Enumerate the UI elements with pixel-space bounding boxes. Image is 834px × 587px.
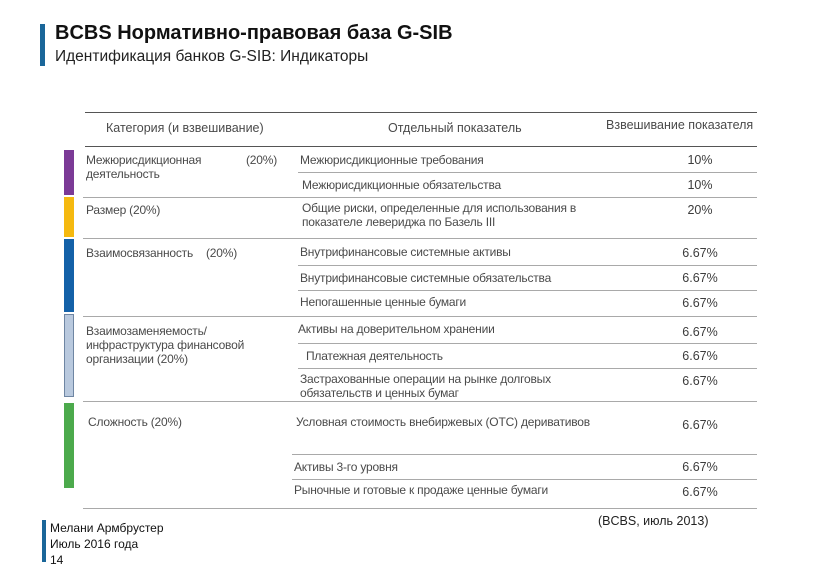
indicator-weight: 20%	[687, 203, 713, 217]
footer-accent-bar	[42, 520, 46, 562]
category-color-bar-interconnectedness	[64, 239, 74, 312]
indicator-weight: 6.67%	[682, 460, 718, 474]
category-weight: (20%)	[246, 153, 278, 167]
indicator-weight: 6.67%	[682, 374, 718, 388]
column-header-indicator: Отдельный показатель	[388, 121, 522, 135]
indicator-label: Застрахованные операции на рынке долговых обязательств и ценных бумаг	[300, 372, 551, 400]
indicator-label: Внутрифинансовые системные активы	[300, 245, 511, 259]
category-label: Межюрисдикционная деятельность	[86, 153, 202, 181]
indicator-weight: 6.67%	[682, 271, 718, 285]
source-citation: (BCBS, июль 2013)	[598, 514, 709, 528]
row-divider	[298, 172, 757, 173]
indicator-label: Непогашенные ценные бумаги	[300, 295, 467, 309]
indicator-label: Внутрифинансовые системные обязательства	[300, 271, 552, 285]
table-top-rule	[85, 112, 757, 113]
category-label: Сложность (20%)	[88, 415, 182, 429]
title-accent-bar	[40, 24, 45, 66]
indicator-label: Межюрисдикционные обязательства	[302, 178, 501, 192]
category-label: Взаимосвязанность	[86, 246, 193, 260]
page-title: BCBS Нормативно-правовая база G-SIB	[55, 22, 453, 44]
indicator-weight: 6.67%	[682, 418, 718, 432]
category-divider	[83, 316, 757, 317]
indicator-label: Активы на доверительном хранении	[298, 322, 495, 336]
category-color-bar-cross-jurisdictional	[64, 150, 74, 195]
indicator-weight: 6.67%	[682, 296, 718, 310]
page-subtitle: Идентификация банков G-SIB: Индикаторы	[55, 48, 369, 65]
footer-author: Мелани Армбрустер	[50, 521, 164, 535]
row-divider	[298, 265, 757, 266]
category-divider	[83, 238, 757, 239]
indicator-label: Активы 3-го уровня	[294, 460, 398, 474]
indicator-label: Платежная деятельность	[306, 349, 443, 363]
category-label: Размер (20%)	[86, 203, 161, 217]
indicator-weight: 6.67%	[682, 325, 718, 339]
indicator-weight: 6.67%	[682, 349, 718, 363]
indicator-label: Межюрисдикционные требования	[300, 153, 484, 167]
row-divider	[292, 479, 757, 480]
indicator-weight: 6.67%	[682, 485, 718, 499]
row-divider	[298, 343, 757, 344]
indicator-weight: 10%	[687, 153, 713, 167]
category-divider	[83, 401, 757, 402]
category-color-bar-complexity	[64, 403, 74, 488]
indicator-label: Рыночные и готовые к продаже ценные бумаги	[294, 483, 549, 497]
indicator-label: Условная стоимость внебиржевых (OTC) деривативов	[296, 415, 590, 429]
category-divider	[83, 197, 757, 198]
indicator-weight: 6.67%	[682, 246, 718, 260]
page-number: 14	[50, 553, 64, 567]
indicator-weight: 10%	[687, 178, 713, 192]
indicator-label: Общие риски, определенные для использования в показателе левериджа по Базель III	[302, 201, 577, 229]
row-divider	[292, 454, 757, 455]
category-weight: (20%)	[206, 246, 238, 260]
footer-date: Июль 2016 года	[50, 537, 139, 551]
column-header-category: Категория (и взвешивание)	[106, 121, 264, 135]
table-bottom-rule	[83, 508, 757, 509]
header-bottom-rule	[85, 146, 757, 147]
column-header-weight: Взвешивание показателя	[606, 118, 754, 132]
row-divider	[298, 290, 757, 291]
category-label: Взаимозаменяемость/инфраструктура финансовой организации (20%)	[86, 324, 245, 366]
row-divider	[298, 368, 757, 369]
category-color-bar-size	[64, 197, 74, 237]
category-color-bar-substitutability	[64, 314, 74, 397]
